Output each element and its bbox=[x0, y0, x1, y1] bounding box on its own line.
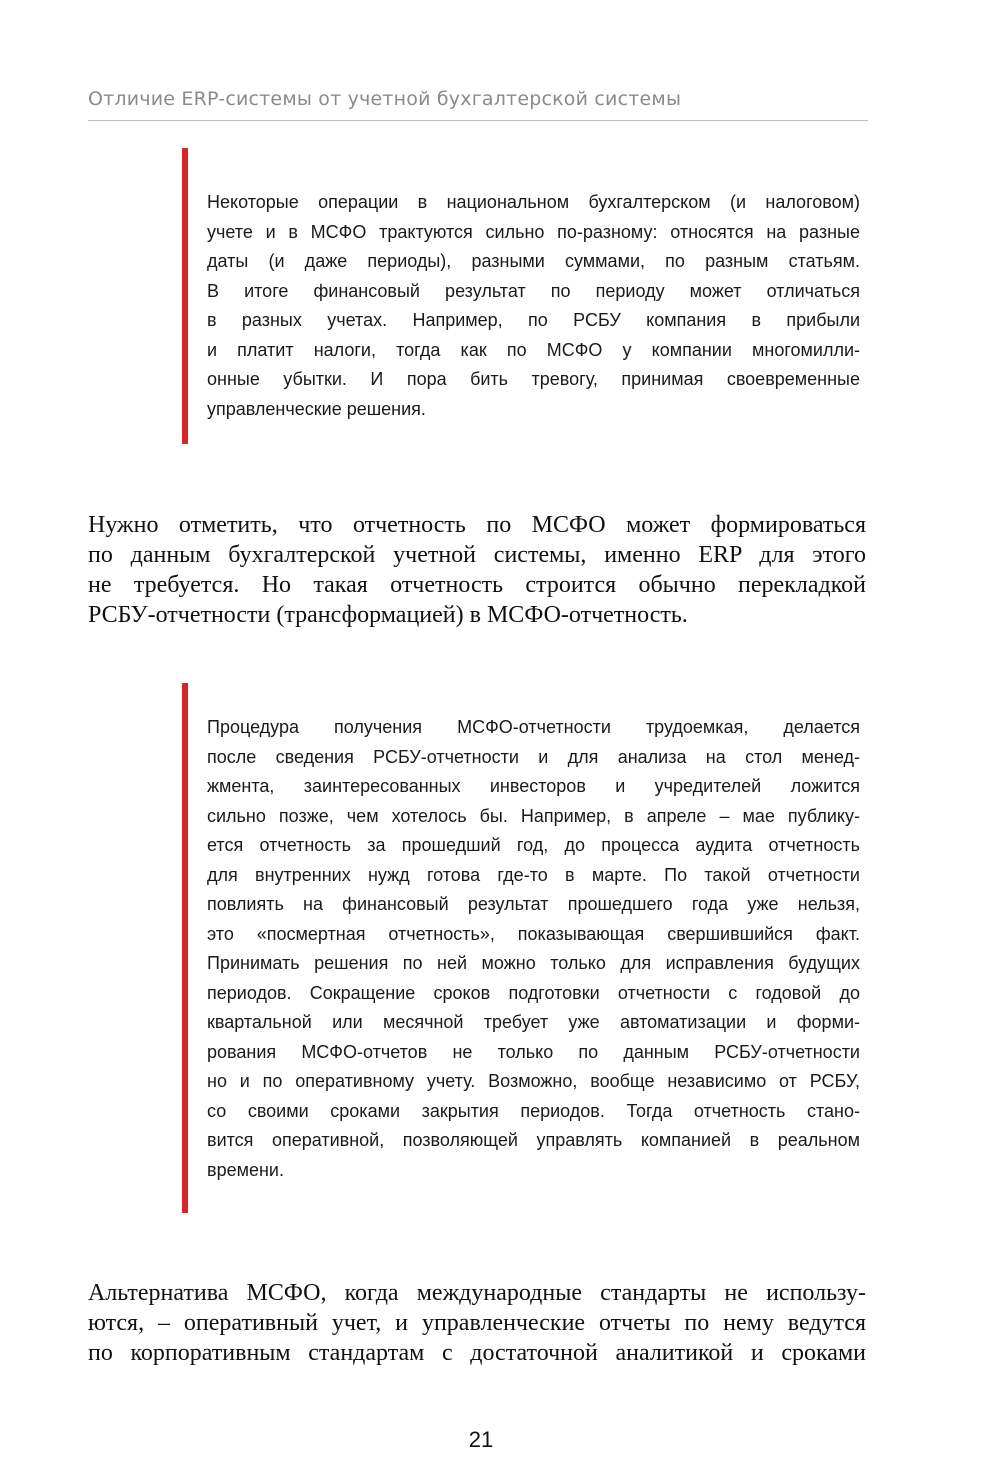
callout-line: это «посмертная отчетность», показывающая свершившийся факт. bbox=[207, 923, 860, 944]
callout-line: сильно позже, чем хотелось бы. Например, в апреле – мае публику- bbox=[207, 805, 860, 826]
callout-text bbox=[207, 188, 860, 424]
callout-line: периодов. Сокращение сроков подготовки отчетности с годовой до bbox=[207, 982, 860, 1003]
callout-line: В итоге финансовый результат по периоду может отличаться bbox=[207, 280, 860, 301]
callout-line: онные убытки. И пора бить тревогу, принимая своевременные bbox=[207, 369, 860, 389]
callout-line: Процедура получения МСФО-отчетности трудоемкая, делается bbox=[207, 717, 860, 737]
paragraph-line: ются, – оперативный учет, и управленческие отчеты по нему ведутся bbox=[88, 1310, 866, 1336]
callout-line: квартальной или месячной требует уже автоматизации и форми- bbox=[207, 1012, 860, 1032]
callout-line: после сведения РСБУ-отчетности и для анализа на стол менед- bbox=[207, 746, 860, 767]
paragraph-line: по данным бухгалтерской учетной системы, именно ERP для этого bbox=[88, 542, 866, 568]
callout-line: учете и в МСФО трактуются сильно по-разному: относятся на разные bbox=[207, 221, 860, 242]
paragraph-line: по корпоративным стандартам с достаточной аналитикой и сроками bbox=[88, 1340, 866, 1366]
paragraph-line: не требуется. Но такая отчетность строится обычно перекладкой bbox=[88, 572, 866, 598]
callout-line: управленческие решения. bbox=[207, 398, 426, 419]
page-number: 21 bbox=[468, 1427, 494, 1452]
callout-line: в разных учетах. Например, по РСБУ компания в прибыли bbox=[207, 310, 860, 330]
paragraph-line: Нужно отметить, что отчетность по МСФО может формироваться bbox=[88, 512, 866, 538]
paragraph-line: Альтернатива МСФО, когда международные стандарты не использу- bbox=[88, 1280, 866, 1306]
callout-line: для внутренних нужд готова где-то в марте. По такой отчетности bbox=[207, 864, 860, 885]
callout-line: жмента, заинтересованных инвесторов и учредителей ложится bbox=[207, 776, 860, 796]
callout-line: Некоторые операции в национальном бухгалтерском (и налоговом) bbox=[207, 192, 860, 212]
running-header: Отличие ERP-системы от учетной бухгалтерской системы bbox=[88, 88, 682, 110]
callout-block-2 bbox=[182, 683, 872, 1213]
callout-line: но и по оперативному учету. Возможно, вообще независимо от РСБУ, bbox=[207, 1071, 860, 1091]
body-paragraph-1 bbox=[88, 510, 866, 630]
body-paragraph-2 bbox=[88, 1278, 866, 1368]
callout-text bbox=[207, 713, 860, 1185]
callout-line: со своими сроками закрытия периодов. Тогда отчетность стано- bbox=[207, 1100, 860, 1121]
callout-line: повлиять на финансовый результат прошедшего года уже нельзя, bbox=[207, 894, 860, 914]
callout-line: ется отчетность за прошедший год, до процесса аудита отчетность bbox=[207, 835, 860, 855]
callout-line: рования МСФО-отчетов не только по данным РСБУ-отчетности bbox=[207, 1041, 860, 1062]
callout-line: Принимать решения по ней можно только для исправления будущих bbox=[207, 953, 860, 973]
callout-line: времени. bbox=[207, 1159, 284, 1180]
callout-accent-bar bbox=[182, 148, 188, 444]
paragraph-line: РСБУ-отчетности (трансформацией) в МСФО-отчетность. bbox=[88, 602, 688, 628]
callout-line: вится оперативной, позволяющей управлять компанией в реальном bbox=[207, 1130, 860, 1150]
callout-line: даты (и даже периоды), разными суммами, по разным статьям. bbox=[207, 251, 860, 271]
header-divider bbox=[88, 120, 868, 121]
callout-line: и платит налоги, тогда как по МСФО у компании многомилли- bbox=[207, 339, 860, 360]
callout-block-1 bbox=[182, 148, 872, 444]
callout-accent-bar bbox=[182, 683, 188, 1213]
